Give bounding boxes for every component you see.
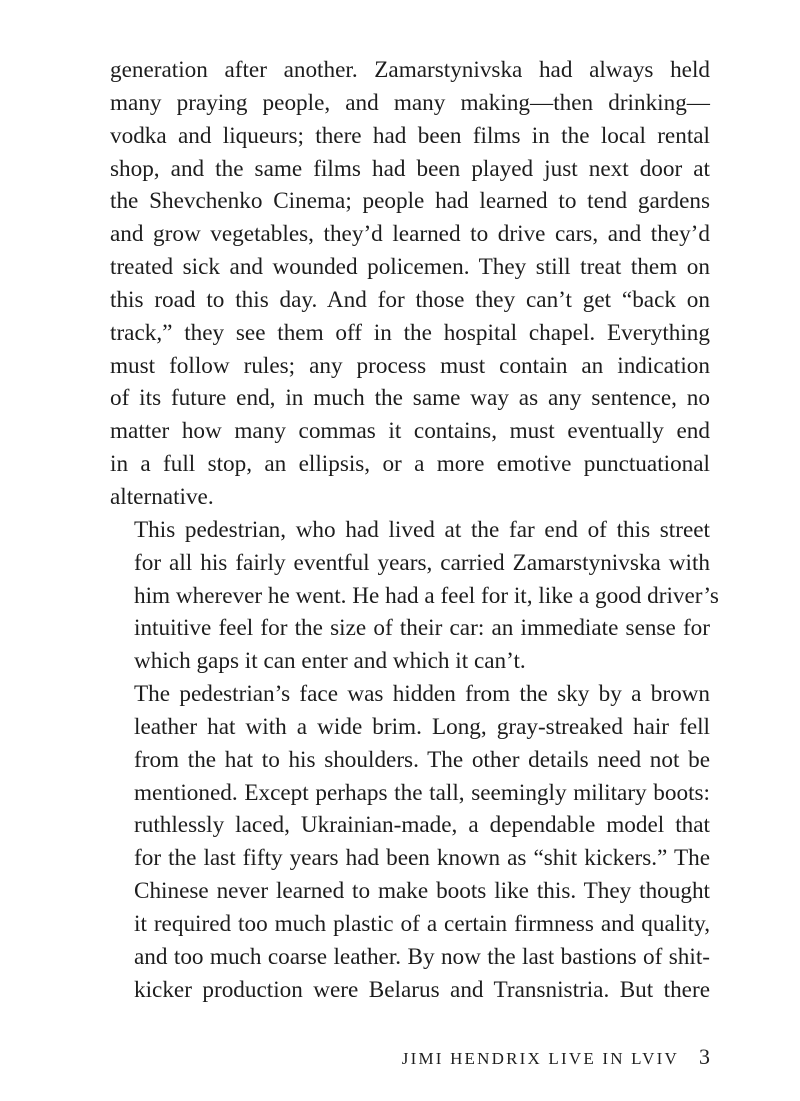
text-line: track,” they see them off in the hospital chapel. Everything <box>110 319 710 346</box>
text-line: many praying people, and many making—then drinking— <box>110 89 710 116</box>
text-line: vodka and liqueurs; there had been films in the local rental <box>110 122 710 149</box>
text-line: ruthlessly laced, Ukrainian-made, a dependable model that <box>134 812 710 839</box>
text-line: for all his fairly eventful years, carried Zamarstynivska with <box>134 549 710 576</box>
text-line: of its future end, in much the same way as any sentence, no <box>110 385 710 412</box>
text-line: shop, and the same films had been played just next door at <box>110 155 710 182</box>
text-line: This pedestrian, who had lived at the far end of this street <box>134 516 710 543</box>
page-number: 3 <box>699 1044 710 1069</box>
page-footer <box>402 1044 710 1070</box>
text-line: leather hat with a wide brim. Long, gray-streaked hair fell <box>134 713 710 740</box>
text-line: mentioned. Except perhaps the tall, seemingly military boots: <box>134 779 710 806</box>
text-line: this road to this day. And for those they can’t get “back on <box>110 286 710 313</box>
body-text <box>110 54 719 1006</box>
paragraph-2 <box>110 514 719 678</box>
text-line: and grow vegetables, they’d learned to drive cars, and they’d <box>110 221 710 248</box>
text-line: for the last fifty years had been known as “shit kickers.” The <box>134 845 710 872</box>
text-line: treated sick and wounded policemen. They still treat them on <box>110 254 710 281</box>
text-line: in a full stop, an ellipsis, or a more emotive punctuational <box>110 451 710 478</box>
running-title: JIMI HENDRIX LIVE IN LVIV <box>401 1049 679 1068</box>
text-line: and too much coarse leather. By now the last bastions of shit- <box>134 943 710 970</box>
text-line: matter how many commas it contains, must eventually end <box>110 418 710 445</box>
text-line: generation after another. Zamarstynivska had always held <box>110 57 710 83</box>
text-line: must follow rules; any process must contain an indication <box>110 352 710 379</box>
paragraph-3 <box>110 678 710 1006</box>
paragraph-1 <box>110 54 710 514</box>
text-line: which gaps it can enter and which it can’t. <box>134 648 526 675</box>
text-line: Chinese never learned to make boots like this. They thought <box>134 878 710 905</box>
text-line: kicker production were Belarus and Transnistria. But there <box>134 976 710 1003</box>
text-line: him wherever he went. He had a feel for it, like a good driver’s <box>134 582 719 609</box>
text-line: it required too much plastic of a certain firmness and quality, <box>134 910 710 937</box>
text-line: intuitive feel for the size of their car: an immediate sense for <box>134 615 710 642</box>
text-line: alternative. <box>110 483 214 510</box>
text-line: The pedestrian’s face was hidden from the sky by a brown <box>134 681 710 708</box>
text-line: the Shevchenko Cinema; people had learned to tend gardens <box>110 188 710 215</box>
text-line: from the hat to his shoulders. The other details need not be <box>134 746 710 773</box>
